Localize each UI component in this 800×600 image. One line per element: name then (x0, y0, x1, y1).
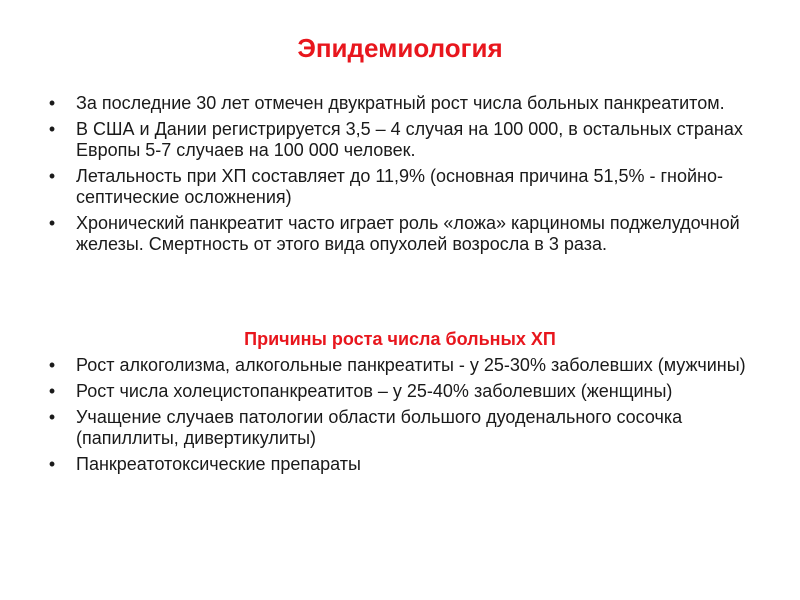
slide-title: Эпидемиология (297, 33, 503, 63)
list-item (40, 213, 770, 255)
list-item (40, 93, 770, 114)
list-item-text: Учащение случаев патологии области большого дуоденального сосочка (папиллиты, дивертикулиты) (76, 407, 683, 448)
list-item-text: В США и Дании регистрируется 3,5 – 4 случая на 100 000, в остальных странах Европы 5-7 случаев на 100 000 человек. (76, 119, 743, 160)
list-item-text: Рост алкоголизма, алкогольные панкреатиты - у 25-30% заболевших (мужчины) (76, 355, 746, 375)
list-item-text: За последние 30 лет отмечен двукратный рост числа больных панкреатитом. (76, 93, 725, 113)
list-item-text: Рост числа холецистопанкреатитов – у 25-40% заболевших (женщины) (76, 381, 673, 401)
bullet-icon: • (48, 166, 56, 186)
bullet-list-causes (40, 355, 770, 480)
list-item-text: Летальность при ХП составляет до 11,9% (основная причина 51,5% - гнойно-септические осложнения) (76, 166, 723, 207)
list-item-text: Хронический панкреатит часто играет роль «ложа» карциномы поджелудочной железы. Смертность от этого вида опухолей возросла в 3 раза. (76, 213, 740, 254)
list-item (40, 166, 770, 208)
bullet-icon: • (48, 454, 56, 474)
bullet-icon: • (48, 93, 56, 113)
bullet-icon: • (48, 119, 56, 139)
list-item (40, 355, 770, 376)
bullet-list-epidemiology (40, 93, 770, 260)
section-subheading: Причины роста числа больных ХП (244, 329, 556, 349)
bullet-icon: • (48, 213, 56, 233)
bullet-icon: • (48, 355, 56, 375)
list-item (40, 119, 770, 161)
list-item (40, 407, 770, 449)
list-item (40, 454, 770, 475)
bullet-icon: • (48, 407, 56, 427)
list-item-text: Панкреатотоксические препараты (76, 454, 361, 474)
bullet-icon: • (48, 381, 56, 401)
list-item (40, 381, 770, 402)
